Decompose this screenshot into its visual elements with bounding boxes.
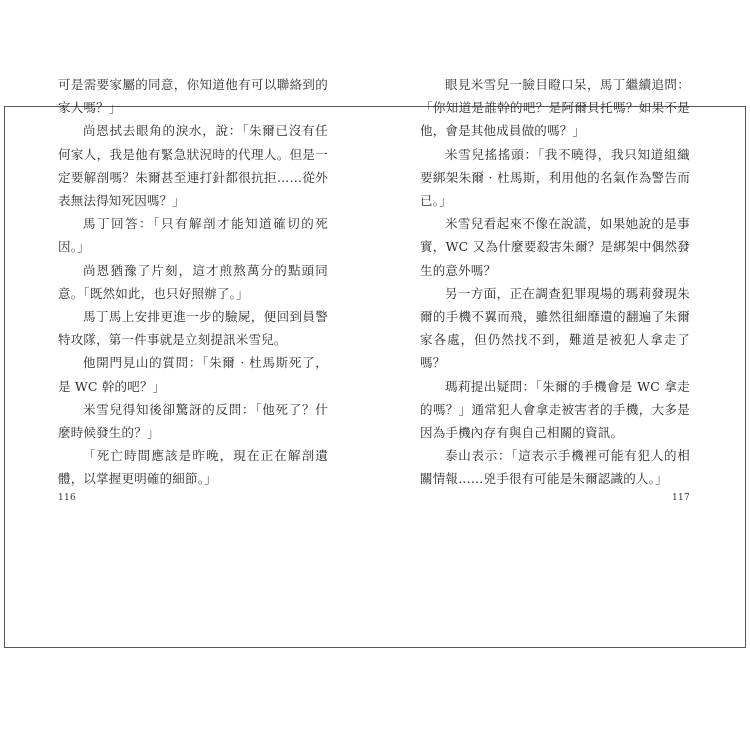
page-number-right: 117 (672, 493, 691, 503)
page-number-left: 116 (58, 493, 77, 503)
paragraph: 眼見米雪兒一臉目瞪口呆，馬丁繼續追問：「你知道是誰幹的吧？是阿爾貝托嗎？如果不是他，會是其他成員做的嗎？」 (420, 77, 690, 139)
paragraph: 米雪兒得知後卻驚訝的反問：「他死了？什麼時候發生的？」 (58, 401, 328, 441)
paragraph: 米雪兒搖搖頭：「我不曉得，我只知道組織要綁架朱爾 · 杜馬斯，利用他的名氣作為警告而已。」 (420, 146, 690, 209)
paragraph: 米雪兒看起來不像在說謊，如果她說的是事實，WC 又為什麼要殺害朱爾？是綁架中偶然發生的意外嗎？ (420, 216, 690, 278)
paragraph: 尚恩拭去眼角的淚水，說：「朱爾已沒有任何家人，我是他有緊急狀況時的代理人。但是一定要解剖嗎？朱爾甚至連打針都很抗拒……從外表無法得知死因嗎？」 (58, 123, 328, 209)
paragraph: 瑪莉提出疑問：「朱爾的手機會是 WC 拿走的嗎？」通常犯人會拿走被害者的手機，大多是因為手機內存有與自己相關的資訊。 (420, 378, 690, 441)
paragraph: 馬丁馬上安排更進一步的驗屍，便回到員警特攻隊，第一件事就是立刻提訊米雪兒。 (58, 309, 328, 348)
paragraph: 可是需要家屬的同意，你知道他有可以聯絡到的家人嗎？」 (58, 77, 328, 116)
paragraph: 他開門見山的質問：「朱爾 · 杜馬斯死了，是 WC 幹的吧？」 (58, 355, 328, 394)
paragraph: 尚恩猶豫了片刻，這才煎熬萬分的點頭同意。「既然如此，也只好照辦了。」 (58, 262, 328, 301)
paragraph: 另一方面，正在調查犯罪現場的瑪莉發現朱爾的手機不翼而飛，雖然徂細靡遺的翻遍了朱爾家各處，但仍然找不到，難道是被犯人拿走了嗎？ (420, 285, 690, 371)
right-page (420, 73, 690, 491)
left-page (58, 73, 328, 491)
paragraph: 泰山表示：「這表示手機裡可能有犯人的相關情報……兇手很有可能是朱爾認識的人。」 (420, 448, 690, 487)
paragraph: 「死亡時間應該是昨晚，現在正在解剖遺體，以掌握更明確的細節。」 (58, 448, 328, 487)
paragraph: 馬丁回答：「只有解剖才能知道確切的死因。」 (58, 216, 328, 255)
